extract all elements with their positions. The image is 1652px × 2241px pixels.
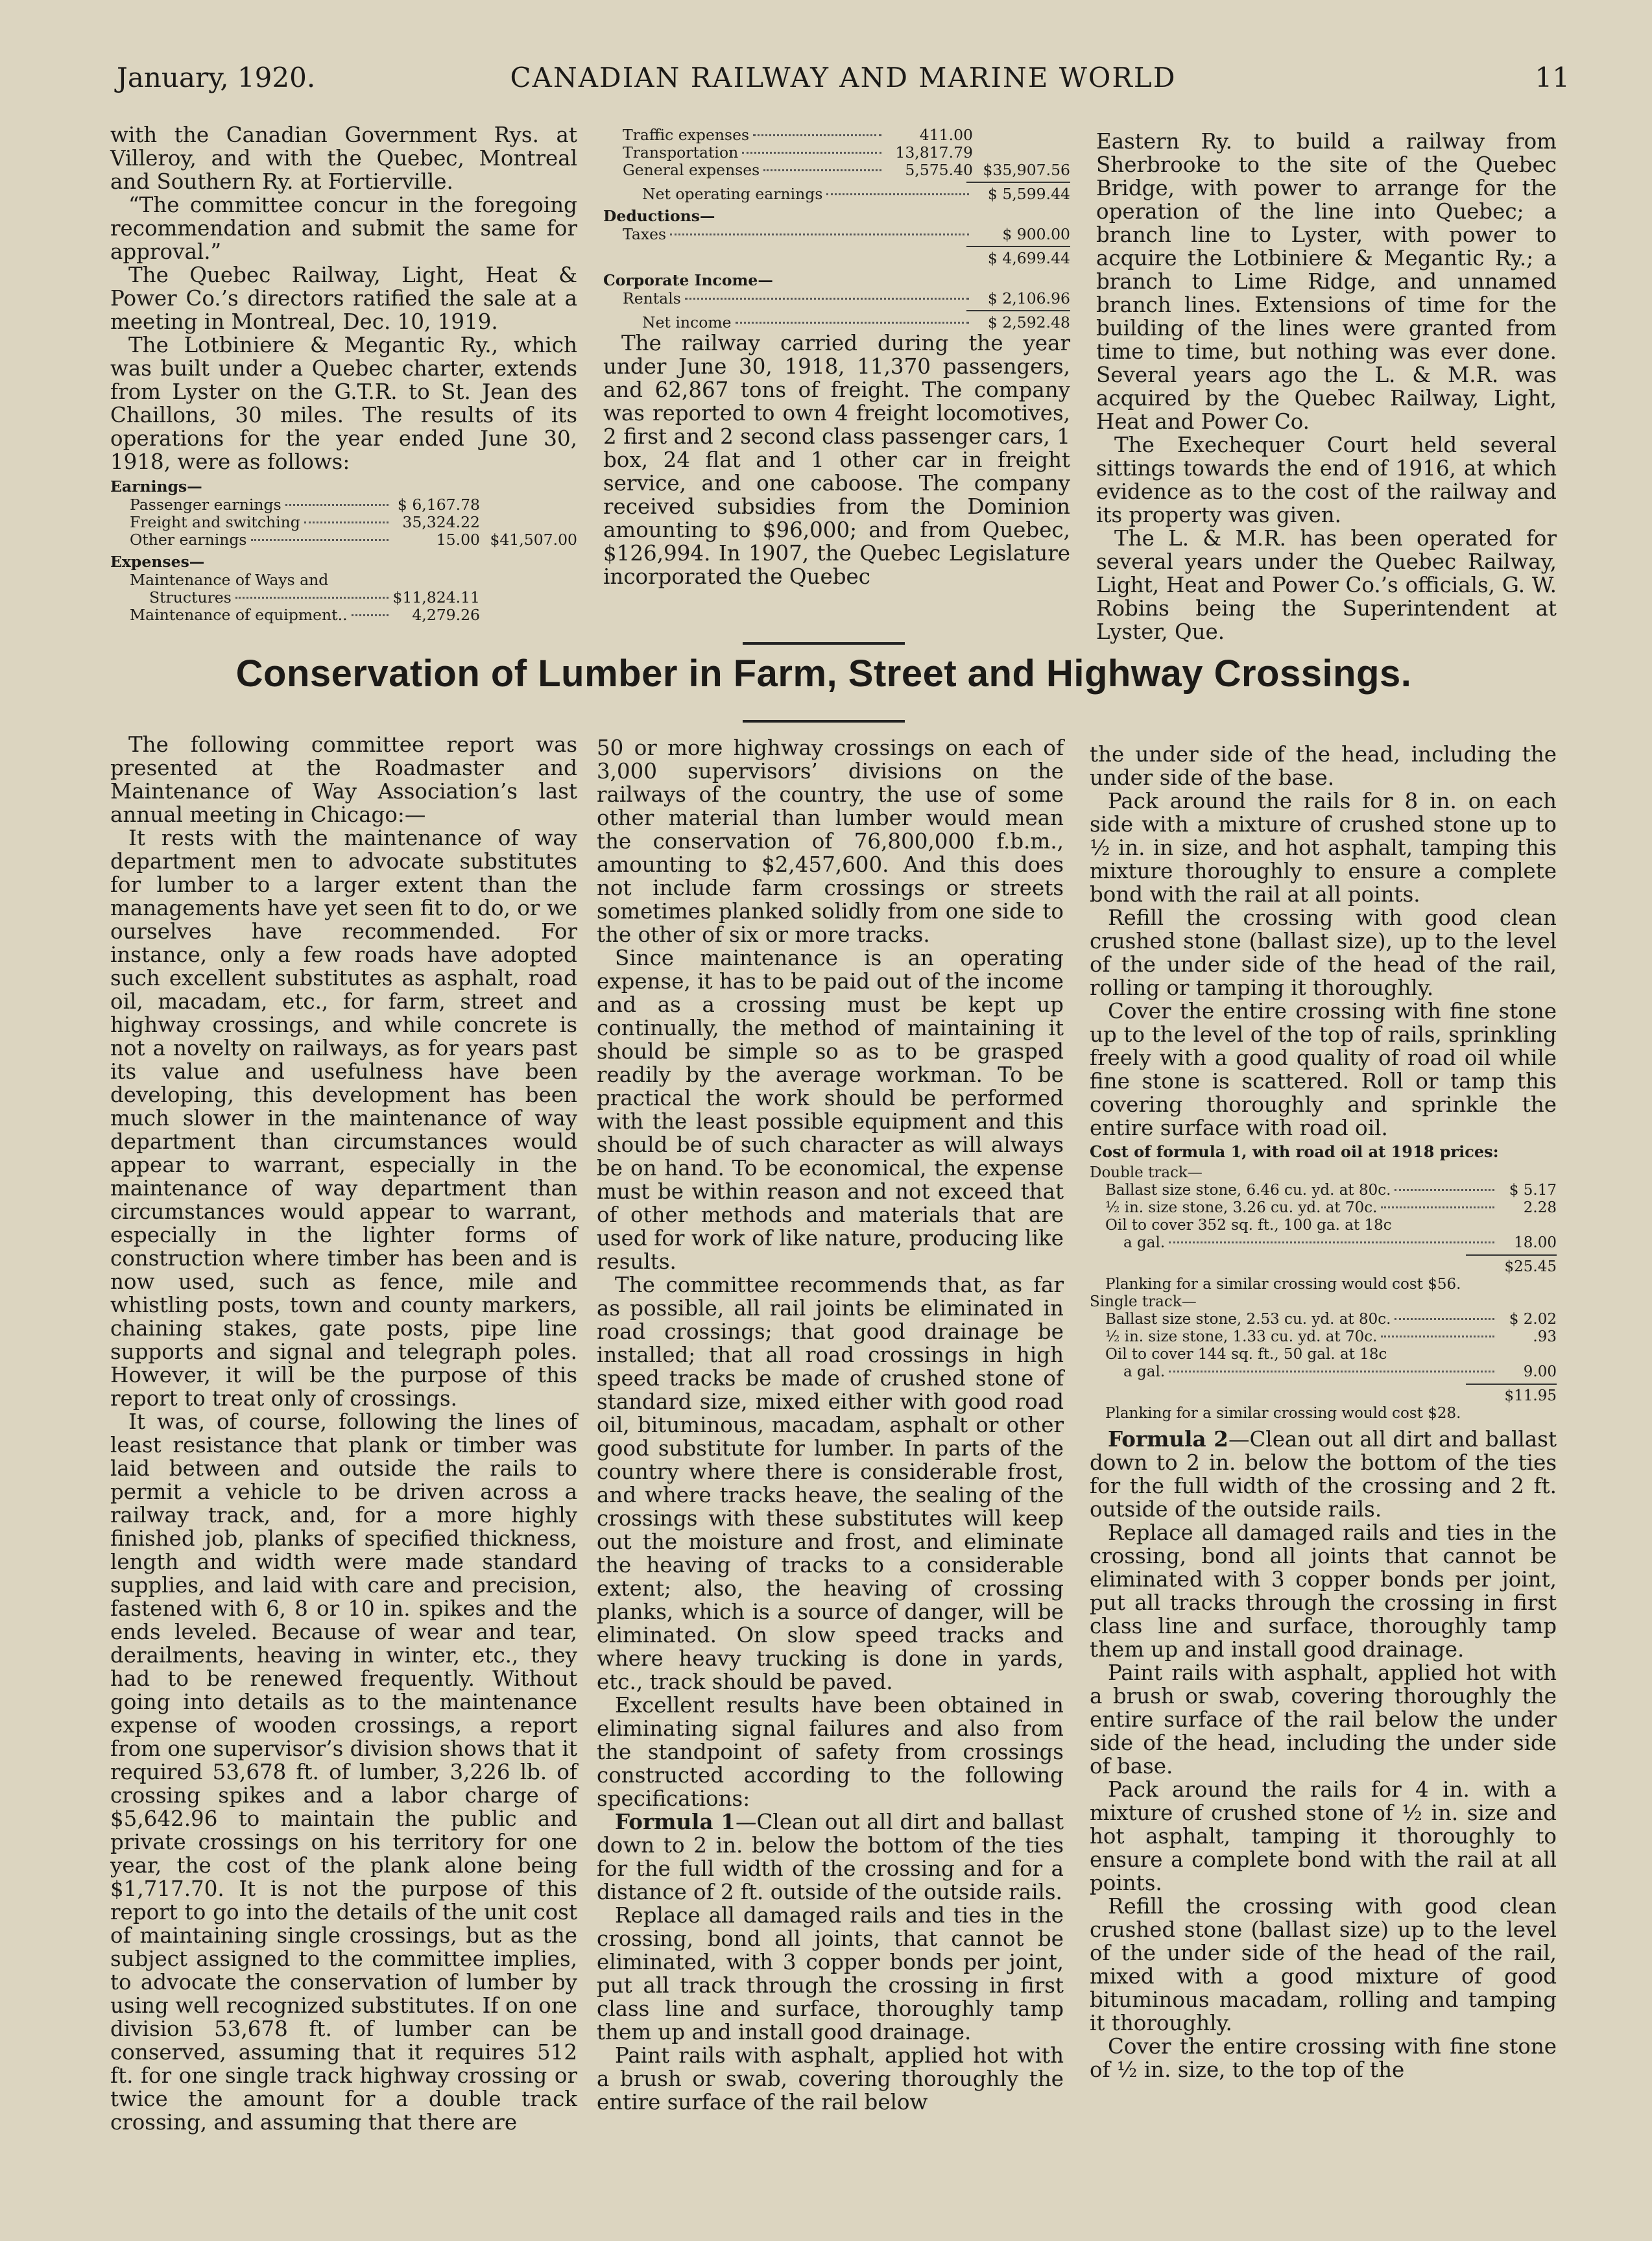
divider (1466, 1254, 1557, 1256)
top-column-3 (1096, 130, 1557, 643)
paragraph: Cover the entire crossing with fine stone up to the level of the top of rails, sprinkling freely with a good quality of road oil while fine stone is scattered. Roll or tamp this covering thoroughly and sprinkle the entire surface with road oil. (1090, 999, 1557, 1140)
net-income-row: Net income $ 2,592.48 (642, 313, 1070, 331)
mow-row-label: Maintenance of Ways and (130, 571, 329, 589)
top-column-1 (110, 123, 577, 624)
cost-row: Oil to cover 352 sq. ft., 100 ga. at 18c (1105, 1217, 1392, 1234)
cost-row: a gal. 18.00 (1123, 1234, 1557, 1251)
earnings-heading: Earnings— (110, 477, 202, 496)
headline-rule-bottom (743, 720, 905, 723)
formula-2-paragraph: Formula 2—Clean out all dirt and ballast down to 2 in. below the bottom of the ties for the full width of the crossing and 2 ft. outside of the outside rails. (1090, 1426, 1557, 1522)
paragraph: The railway carried during the year under June 30, 1918, 11,370 passengers, and 62,867 tons of freight. The company was reported to own 4 freight locomotives, 2 first and 2 second class passenger cars, 1 box, 24 flat and 1 other car in freight service, and one caboose. The company received subsidies from the Dominion amounting to $96,000; and from Quebec, $126,994. In 1907, the Quebec Legislature incorporated the Quebec (603, 331, 1070, 589)
divider (966, 246, 1070, 247)
cost-row: Ballast size stone, 2.53 cu. yd. at 80c. $ 2.02 (1105, 1311, 1557, 1328)
freight-earnings-row: Freight and switching 35,324.22 (130, 513, 480, 531)
article-column-2 (597, 736, 1064, 2114)
cost-table-heading: Cost of formula 1, with road oil at 1918 prices: (1090, 1142, 1499, 1161)
cost-row: ½ in. size stone, 3.26 cu. yd. at 70c. 2.28 (1105, 1199, 1557, 1216)
cost-total-row: $25.45 (1504, 1258, 1557, 1275)
top-column-2 (603, 126, 1070, 588)
paragraph: Pack around the rails for 4 in. with a mixture of crushed stone of ½ in. size and hot asphalt, tamping it thoroughly to ensure a complete bond with the rail at all points. (1090, 1777, 1557, 1895)
paragraph: The following committee report was presented at the Roadmaster and Maintenance of Way Association’s last annual meeting in Chicago:— (110, 732, 577, 827)
paragraph: Refill the crossing with good clean crushed stone (ballast size) up to the level of the under side of the head of the rail, mixed with a good mixture of good bituminous macadam, rolling and tamping it thoroughly. (1090, 1894, 1557, 2035)
cost-row: ½ in. size stone, 1.33 cu. yd. at 70c. .93 (1105, 1328, 1557, 1345)
paragraph: Excellent results have been obtained in eliminating signal failures and also from the standpoint of safety from crossings constructed according to the following specifications: (597, 1693, 1064, 1811)
general-expenses-row: General expenses 5,575.40 $35,907.56 (623, 161, 1070, 179)
paragraph: 50 or more highway crossings on each of 3,000 supervisors’ divisions on the railways of the country, the use of some other material than lumber would mean the conservation of 76,800,000 f.b.m., amounting to $2,457,600. And this does not include farm crossings or streets sometimes planked solidly from one side to the other of six or more tracks. (597, 736, 1064, 947)
cost-row: Oil to cover 144 sq. ft., 50 gal. at 18c (1105, 1346, 1387, 1363)
divider (966, 310, 1070, 311)
cost-total-row: $11.95 (1504, 1387, 1557, 1404)
paragraph: The Lotbiniere & Megantic Ry., which was built under a Quebec charter, extends from Lyster on the G.T.R. to St. Jean des Chaillons, 30 miles. The results of its operations for the year ended June 30, 1918, were as follows: (110, 333, 577, 474)
publication-title: CANADIAN RAILWAY AND MARINE WORLD (510, 62, 1177, 93)
taxes-row: Taxes $ 900.00 (623, 225, 1070, 243)
planking-note: Planking for a similar crossing would cost $28. (1105, 1405, 1461, 1422)
paragraph: Replace all damaged rails and ties in the crossing, bond all joints, that cannot be eliminated, with 3 copper bonds per joint, put all track through the crossing in first class line and surface, thoroughly tamp them up and install good drainage. (597, 1903, 1064, 2044)
paragraph: Refill the crossing with good clean crushed stone (ballast size), up to the level of the under side of the head of the rail, rolling or tamping it thoroughly. (1090, 905, 1557, 1000)
divider (1466, 1384, 1557, 1385)
expenses-heading: Expenses— (110, 553, 205, 571)
cost-row: a gal. 9.00 (1123, 1363, 1557, 1380)
formula-1-paragraph: Formula 1—Clean out all dirt and ballast down to 2 in. below the bottom of the ties for the full width of the crossing and for a distance of 2 ft. outside of the outside rails. (597, 1809, 1064, 1904)
paragraph: the under side of the head, including the under side of the base. (1090, 742, 1557, 790)
net-operating-row: Net operating earnings $ 5,599.44 (642, 185, 1070, 203)
paragraph: The committee recommends that, as far as possible, all rail joints be eliminated in road crossings; that good drainage be installed; that all road crossings in high speed tracks be made of crushed stone of standard size, mixed either with good road oil, bituminous, macadam, asphalt or other good substitute for lumber. In parts of the country where there is considerable frost, and where tracks heave, the sealing of the crossings with these substitutes will keep out the moisture and frost, and eliminate the heaving of tracks to a considerable extent; also, the heaving of crossing planks, which is a source of danger, will be eliminated. On slow speed tracks and where heavy trucking is done in yards, etc., track should be paved. (597, 1273, 1064, 1694)
formula-2-lead: Formula 2 (1108, 1426, 1228, 1452)
double-track-heading: Double track— (1090, 1164, 1203, 1181)
paragraph: Pack around the rails for 8 in. on each side with a mixture of crushed stone up to ½ in. in size, and hot asphalt, tamping this mixture thoroughly to ensure a complete bond with the rail at all points. (1090, 789, 1557, 907)
paragraph: The Quebec Railway, Light, Heat & Power Co.’s directors ratified the sale at a meeting in Montreal, Dec. 10, 1919. (110, 263, 577, 334)
paragraph: Replace all damaged rails and ties in the crossing, bond all joints that cannot be eliminated with 3 copper bonds per joint, put all tracks through the crossing in first class line and surface, thoroughly tamp them up and install good drainage. (1090, 1520, 1557, 1662)
paragraph: with the Canadian Government Rys. at Villeroy, and with the Quebec, Montreal and Southern Ry. at Fortierville. (110, 123, 577, 194)
subtotal-row: $ 4,699.44 (987, 249, 1070, 267)
deductions-heading: Deductions— (603, 207, 715, 225)
mow-row: Structures $11,824.11 (149, 588, 480, 606)
transportation-row: Transportation 13,817.79 (623, 143, 973, 162)
other-earnings-row: Other earnings 15.00 $41,507.00 (130, 531, 577, 549)
single-track-heading: Single track— (1090, 1293, 1197, 1310)
paragraph: “The committee concur in the foregoing recommendation and submit the same for approval.” (110, 193, 577, 264)
paragraph: Paint rails with asphalt, applied hot with a brush or swab, covering thoroughly the entire surface of the rail below the under side of the head, including the under side of base. (1090, 1660, 1557, 1779)
paragraph: The Exechequer Court held several sittings towards the end of 1916, at which evidence as to the cost of the railway and its property was given. (1096, 433, 1557, 527)
traffic-row: Traffic expenses 411.00 (623, 126, 973, 144)
paragraph: Paint rails with asphalt, applied hot with a brush or swab, covering thoroughly the entire surface of the rail below (597, 2043, 1064, 2115)
rentals-row: Rentals $ 2,106.96 (623, 289, 1070, 307)
cost-row: Ballast size stone, 6.46 cu. yd. at 80c. $ 5.17 (1105, 1182, 1557, 1199)
paragraph: Eastern Ry. to build a railway from Sherbrooke to the site of the Quebec Bridge, with power to arrange for the operation of the line into Quebec; a branch line to Lyster, with power to acquire the Lotbiniere & Megantic Ry.; a branch to Lime Ridge, and unnamed branch lines. Extensions of time for the building of the lines were granted from time to time, but nothing was ever done. Several years ago the L. & M.R. was acquired by the Quebec Railway, Light, Heat and Power Co. (1096, 129, 1557, 434)
paragraph: Cover the entire crossing with fine stone of ½ in. size, to the top of the (1090, 2034, 1557, 2082)
paragraph: The L. & M.R. has been operated for several years under the Quebec Railway, Light, Heat and Power Co.’s officials, G. W. Robins being the Superintendent at Lyster, Que. (1096, 526, 1557, 644)
article-headline: Conservation of Lumber in Farm, Street and Highway Crossings. (235, 653, 1412, 695)
planking-note: Planking for a similar crossing would cost $56. (1105, 1276, 1461, 1293)
paragraph: It was, of course, following the lines of least resistance that plank or timber was laid between and outside the rails to permit a vehicle to be driven across a railway track, and, for a more highly finished job, planks of specified thickness, length and width were made standard supplies, and laid with care and precision, fastened with 6, 8 or 10 in. spikes and the ends leveled. Because of wear and tear, derailments, heaving in winter, etc., they had to be renewed frequently. Without going into details as to the maintenance expense of wooden crossings, a report from one supervisor’s division shows that it required 53,678 ft. of lumber, 3,226 lb. of crossing spikes and a labor charge of $5,642.96 to maintain the public and private crossings on his territory for one year, the cost of the plank alone being $1,717.70. It is not the purpose of this report to go into the details of the unit cost of maintaining single crossings, but as the subject assigned to the committee implies, to advocate the conservation of lumber by using well recognized substitutes. If on one division 53,678 ft. of lumber can be conserved, assuming that it requires 512 ft. for one single track highway crossing or twice the amount for a double track crossing, and assuming that there are (110, 1409, 577, 2135)
article-column-3 (1090, 743, 1557, 2081)
passenger-earnings-row: Passenger earnings $ 6,167.78 (130, 496, 480, 514)
issue-date: January, 1920. (117, 62, 316, 93)
moe-row: Maintenance of equipment.. 4,279.26 (130, 606, 480, 624)
article-column-1 (110, 733, 577, 2134)
headline-rule-top (743, 642, 905, 645)
paragraph: Since maintenance is an operating expense, it has to be paid out of the income and as a crossing must be kept up continually, the method of maintaining it should be simple so as to be grasped readily by the average workman. To be practical the work should be performed with the least possible equipment and this should be of such character as will always be on hand. To be economical, the expense must be within reason and not exceed that of other methods and materials that are used for work of like nature, producing like results. (597, 946, 1064, 1274)
paragraph: It rests with the maintenance of way department men to advocate substitutes for lumber to a larger extent than the managements have yet seen fit to do, or we ourselves have recommended. For instance, only a few roads have adopted such excellent substitutes as asphalt, road oil, macadam, etc., for farm, street and highway crossings, and while concrete is not a novelty on railways, as for years past its value and usefulness have been developing, this development has been much slower in the maintenance of way department than circumstances would appear to warrant, especially in the maintenance of way department than circumstances would appear to warrant, especially in the lighter forms of construction where timber has been and is now used, such as fence, mile and whistling posts, town and county markers, chaining stakes, gate posts, pipe line supports and signal and telegraph poles. However, it will be the purpose of this report to treat only of crossings. (110, 826, 577, 1411)
page-number: 11 (1535, 62, 1570, 93)
corporate-income-heading: Corporate Income— (603, 271, 773, 289)
formula-1-lead: Formula 1 (615, 1809, 736, 1834)
divider (966, 182, 1070, 183)
running-header (117, 62, 1570, 107)
